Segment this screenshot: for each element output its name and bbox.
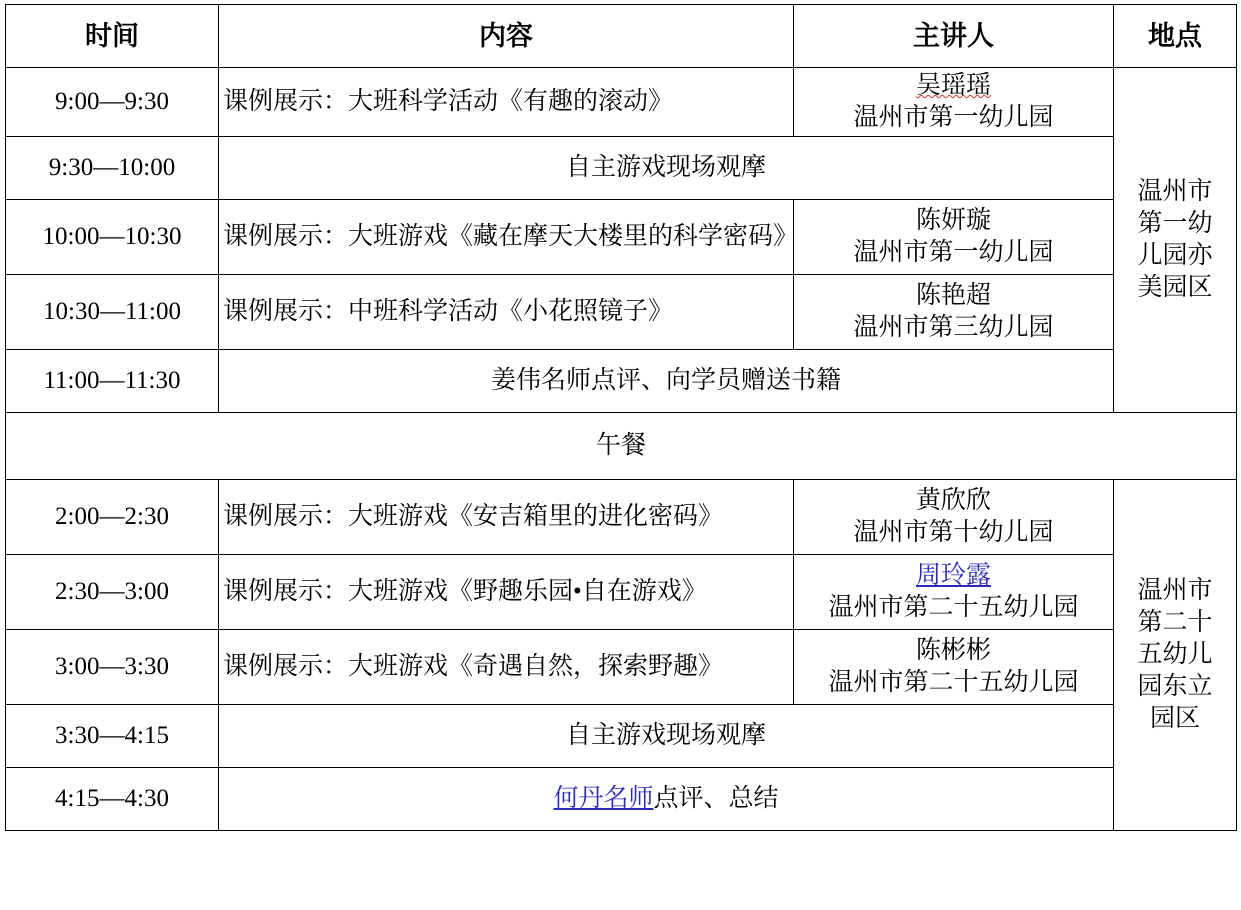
row-speaker [794, 200, 1114, 275]
row-time: 11:00—11:30 [6, 350, 219, 413]
speaker-name: 陈妍璇 [915, 207, 991, 234]
place-line: 第二十 [1137, 609, 1213, 636]
place-cell-afternoon [1114, 480, 1237, 831]
column-header-content: 内容 [219, 5, 794, 68]
column-header-place: 地点 [1114, 5, 1237, 68]
speaker-name: 周玲露 [915, 562, 991, 589]
place-cell-morning [1114, 68, 1237, 413]
place-line: 第一幼 [1137, 210, 1213, 237]
row-content: 课例展示：中班科学活动《小花照镜子》 [219, 275, 794, 350]
table-row [6, 200, 1237, 275]
row-time: 10:00—10:30 [6, 200, 219, 275]
row-time: 4:15—4:30 [6, 768, 219, 831]
content-link[interactable]: 何丹名师 [553, 785, 654, 812]
table-row [6, 68, 1237, 137]
content-rest: 点评、总结 [653, 785, 779, 812]
place-line: 园区 [1149, 705, 1200, 732]
place-line: 园东立 [1137, 673, 1213, 700]
column-header-speaker: 主讲人 [794, 5, 1114, 68]
speaker-org: 温州市第一幼儿园 [853, 239, 1054, 266]
place-line: 温州市 [1137, 577, 1213, 604]
speaker-org: 温州市第三幼儿园 [853, 314, 1054, 341]
schedule-table [5, 4, 1237, 831]
row-content: 自主游戏现场观摩 [219, 705, 1114, 768]
table-row [6, 630, 1237, 705]
lunch-row [6, 413, 1237, 480]
table-row [6, 768, 1237, 831]
speaker-org: 温州市第一幼儿园 [853, 104, 1054, 131]
speaker-name: 陈艳超 [915, 282, 991, 309]
row-content: 姜伟名师点评、向学员赠送书籍 [219, 350, 1114, 413]
row-speaker [794, 68, 1114, 137]
row-time: 9:00—9:30 [6, 68, 219, 137]
row-content: 课例展示：大班科学活动《有趣的滚动》 [219, 68, 794, 137]
row-speaker [794, 555, 1114, 630]
row-time: 3:00—3:30 [6, 630, 219, 705]
row-speaker [794, 480, 1114, 555]
row-speaker [794, 630, 1114, 705]
row-content: 课例展示：大班游戏《藏在摩天大楼里的科学密码》 [219, 200, 794, 275]
row-time: 3:30—4:15 [6, 705, 219, 768]
place-line: 温州市 [1137, 178, 1213, 205]
table-row [6, 555, 1237, 630]
row-time: 9:30—10:00 [6, 137, 219, 200]
row-time: 2:30—3:00 [6, 555, 219, 630]
place-line: 五幼儿 [1137, 641, 1213, 668]
table-row [6, 275, 1237, 350]
table-row [6, 350, 1237, 413]
speaker-name: 黄欣欣 [915, 487, 991, 514]
row-time: 10:30—11:00 [6, 275, 219, 350]
table-row [6, 705, 1237, 768]
lunch-label: 午餐 [6, 413, 1237, 480]
speaker-name: 陈彬彬 [915, 637, 991, 664]
speaker-org: 温州市第二十五幼儿园 [828, 669, 1079, 696]
speaker-name: 吴瑶瑶 [915, 72, 991, 99]
row-content: 课例展示：大班游戏《安吉箱里的进化密码》 [219, 480, 794, 555]
table-row [6, 137, 1237, 200]
row-content [219, 768, 1114, 831]
place-line: 儿园亦 [1137, 242, 1213, 269]
row-time: 2:00—2:30 [6, 480, 219, 555]
row-content: 自主游戏现场观摩 [219, 137, 1114, 200]
row-content: 课例展示：大班游戏《野趣乐园•自在游戏》 [219, 555, 794, 630]
table-header-row [6, 5, 1237, 68]
table-row [6, 480, 1237, 555]
column-header-time: 时间 [6, 5, 219, 68]
place-line: 美园区 [1137, 274, 1213, 301]
speaker-org: 温州市第二十五幼儿园 [828, 594, 1079, 621]
row-content: 课例展示：大班游戏《奇遇自然，探索野趣》 [219, 630, 794, 705]
speaker-org: 温州市第十幼儿园 [853, 519, 1054, 546]
row-speaker [794, 275, 1114, 350]
